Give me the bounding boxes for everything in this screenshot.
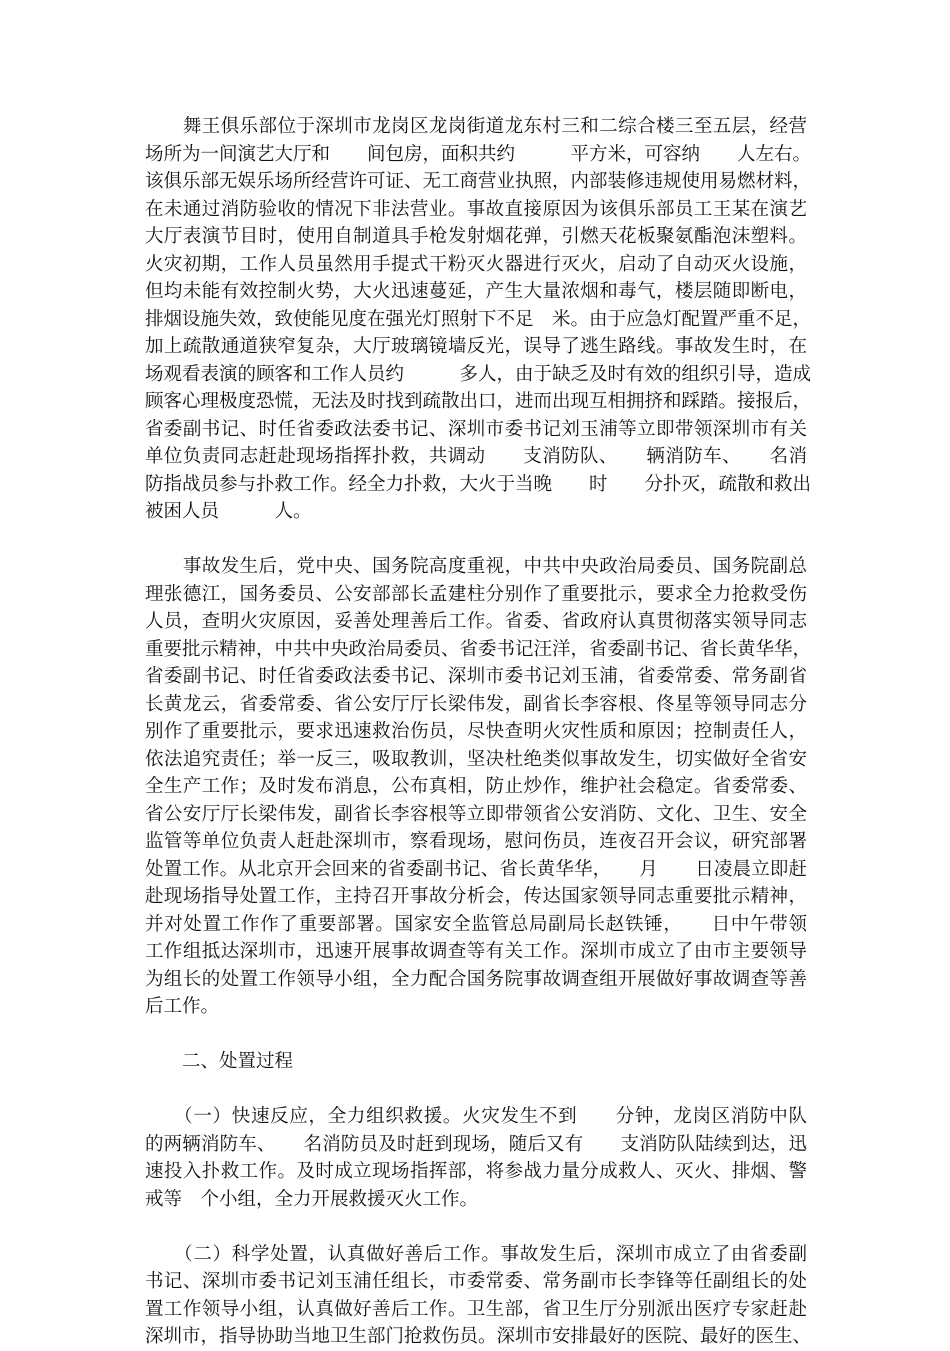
paragraph-spacer (145, 526, 807, 554)
text-line: （一）快速反应，全力组织救援。火灾发生不到 分钟，龙岗区消防中队 (145, 1106, 807, 1127)
text-line: 重要批示精神，中共中央政治局委员、省委书记汪洋，省委副书记、省长黄华华， (145, 638, 812, 660)
paragraph (145, 1241, 812, 1351)
text-line: 工作组抵达深圳市，迅速开展事故调查等有关工作。深圳市成立了由市主要领导 (145, 941, 807, 962)
text-line: 深圳市，指导协助当地卫生部门抢救伤员。深圳市安排最好的医院、最好的医生、 (145, 1326, 812, 1347)
text-line: 省委副书记、时任省委政法委书记、深圳市委书记刘玉浦，省委常委、常务副省 (145, 666, 807, 687)
document-page (145, 113, 812, 1351)
paragraph (145, 113, 812, 526)
text-line: 省委副书记、时任省委政法委书记、深圳市委书记刘玉浦等立即带领深圳市有关 (145, 418, 807, 440)
text-line: 排烟设施失效，致使能见度在强光灯照射下不足 米。由于应急灯配置严重不足， (145, 308, 812, 330)
paragraph-spacer (145, 1021, 807, 1049)
text-line: 置工作领导小组，认真做好善后工作。卫生部，省卫生厅分别派出医疗专家赶赴 (145, 1298, 807, 1320)
text-line: （二）科学处置，认真做好善后工作。事故发生后，深圳市成立了由省委副 (145, 1243, 807, 1265)
text-line: 事故发生后，党中央、国务院高度重视，中共中央政治局委员、国务院副总 (145, 556, 807, 577)
paragraph (145, 1103, 807, 1213)
text-line: 依法追究责任；举一反三，吸取教训，坚决杜绝类似事故发生，切实做好全省安 (145, 748, 807, 770)
text-line: 速投入扑救工作。及时成立现场指挥部，将参战力量分成救人、灭火、排烟、警 (145, 1161, 807, 1182)
text-line: 场观看表演的顾客和工作人员约 多人，由于缺乏及时有效的组织引导，造成 (145, 363, 812, 385)
text-line: 但均未能有效控制火势，大火迅速蔓延，产生大量浓烟和毒气，楼层随即断电， (145, 281, 807, 302)
text-line: 长黄龙云，省委常委、省公安厅厅长梁伟发，副省长李容根、佟星等领导同志分 (145, 693, 807, 715)
paragraph-spacer (145, 1213, 807, 1241)
text-line: 加上疏散通道狭窄复杂，大厅玻璃镜墙反光，误导了逃生路线。事故发生时，在 (145, 336, 807, 357)
text-line: 别作了重要批示，要求迅速救治伤员，尽快查明火灾性质和原因；控制责任人， (145, 721, 807, 742)
text-line: 的两辆消防车、 名消防员及时赶到现场，随后又有 支消防队陆续到达，迅 (145, 1133, 807, 1155)
text-line: 人员，查明火灾原因，妥善处理善后工作。省委、省政府认真贯彻落实领导同志 (145, 611, 807, 632)
section-heading (145, 1048, 807, 1076)
text-line: 监管等单位负责人赶赴深圳市，察看现场，慰问伤员，连夜召开会议，研究部署 (145, 831, 807, 852)
text-line: 该俱乐部无娱乐场所经营许可证、无工商营业执照，内部装修违规使用易燃材料， (145, 171, 812, 192)
text-line: 大厅表演节目时，使用自制道具手枪发射烟花弹，引燃天花板聚氨酯泡沫塑料。 (145, 226, 807, 247)
text-line: 省公安厅厅长梁伟发，副省长李容根等立即带领省公安消防、文化、卫生、安全 (145, 803, 807, 825)
heading-line: 二、处置过程 (145, 1051, 294, 1072)
text-line: 戒等 个小组，全力开展救援灭火工作。 (145, 1188, 479, 1210)
text-line: 场所为一间演艺大厅和 间包房，面积共约 平方米，可容纳 人左右。 (145, 143, 812, 165)
text-line: 全生产工作；及时发布消息，公布真相，防止炒作，维护社会稳定。省委常委、 (145, 776, 807, 797)
text-line: 后工作。 (145, 996, 220, 1017)
paragraph (145, 553, 812, 1021)
text-line: 防指战员参与扑救工作。经全力扑救，大火于当晚 时 分扑灭，疏散和救出 (145, 473, 812, 495)
text-line: 为组长的处置工作领导小组，全力配合国务院事故调查组开展做好事故调查等善 (145, 968, 807, 990)
text-line: 被困人员 人。 (145, 501, 312, 522)
text-line: 火灾初期，工作人员虽然用手提式干粉灭火器进行灭火，启动了自动灭火设施， (145, 253, 807, 275)
text-line: 单位负责同志赶赴现场指挥扑救，共调动 支消防队、 辆消防车、 名消 (145, 446, 807, 467)
text-line: 理张德江，国务委员、公安部部长孟建柱分别作了重要批示，要求全力抢救受伤 (145, 583, 807, 605)
text-line: 并对处置工作作了重要部署。国家安全监管总局副局长赵铁锤， 日中午带领 (145, 913, 807, 935)
text-line: 在未通过消防验收的情况下非法营业。事故直接原因为该俱乐部员工王某在演艺 (145, 198, 807, 220)
text-line: 书记、深圳市委书记刘玉浦任组长，市委常委、常务副市长李锋等任副组长的处 (145, 1271, 807, 1292)
text-line: 舞王俱乐部位于深圳市龙岗区龙岗街道龙东村三和二综合楼三至五层，经营 (145, 116, 807, 137)
paragraph-spacer (145, 1076, 807, 1104)
text-line: 处置工作。从北京开会回来的省委副书记、省长黄华华， 月 日凌晨立即赶 (145, 858, 807, 880)
text-line: 赴现场指导处置工作，主持召开事故分析会，传达国家领导同志重要批示精神， (145, 886, 807, 907)
text-line: 顾客心理极度恐慌，无法及时找到疏散出口，进而出现互相拥挤和踩踏。接报后， (145, 391, 812, 412)
